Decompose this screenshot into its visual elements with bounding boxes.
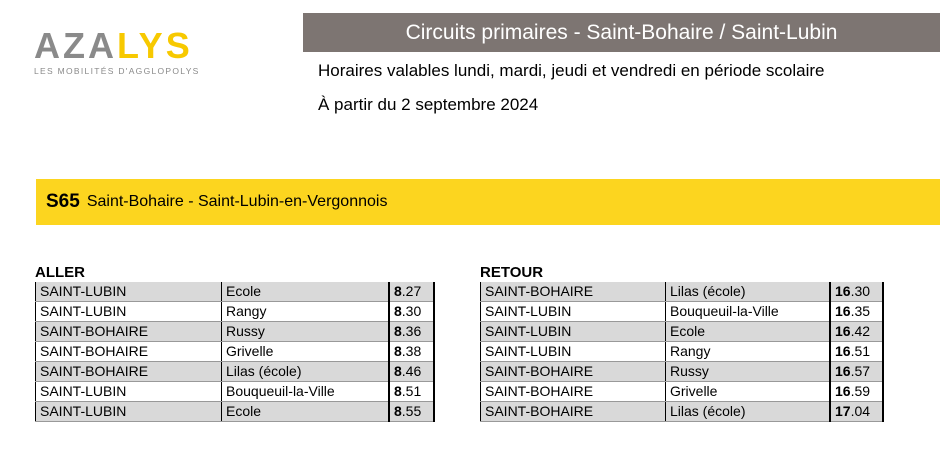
commune-cell: SAINT-LUBIN [36, 382, 222, 402]
table-row [36, 302, 435, 322]
commune-cell: SAINT-BOHAIRE [481, 362, 666, 382]
time-cell [830, 322, 883, 342]
retour-section [480, 264, 884, 422]
commune-cell: SAINT-BOHAIRE [481, 382, 666, 402]
start-date-text: À partir du 2 septembre 2024 [318, 95, 539, 114]
route-banner [36, 179, 940, 225]
commune-cell: SAINT-BOHAIRE [36, 342, 222, 362]
table-row [36, 362, 435, 382]
time-cell [830, 402, 883, 422]
commune-cell: SAINT-LUBIN [481, 322, 666, 342]
time-cell [830, 382, 883, 402]
time-minutes: .30 [850, 283, 871, 299]
stop-cell: Lilas (école) [666, 282, 831, 302]
time-minutes: .46 [401, 363, 422, 379]
table-row [36, 402, 435, 422]
commune-cell: SAINT-LUBIN [36, 302, 222, 322]
stop-cell: Ecole [222, 282, 390, 302]
time-minutes: .27 [401, 283, 422, 299]
logo-tagline: LES MOBILITÉS D'AGGLOPOLYS [34, 66, 200, 76]
commune-cell: SAINT-LUBIN [36, 402, 222, 422]
time-cell [830, 282, 883, 302]
time-minutes: .57 [850, 363, 871, 379]
commune-cell: SAINT-LUBIN [481, 302, 666, 322]
time-hour: 8 [394, 403, 402, 419]
time-minutes: .36 [401, 323, 422, 339]
logo-word-part2: LYS [117, 25, 193, 66]
commune-cell: SAINT-BOHAIRE [481, 402, 666, 422]
table-row [36, 342, 435, 362]
logo-word-part1: AZA [34, 25, 117, 66]
stop-cell: Grivelle [222, 342, 390, 362]
table-row [481, 282, 884, 302]
stop-cell: Ecole [666, 322, 831, 342]
time-hour: 16 [835, 363, 851, 379]
time-minutes: .38 [401, 343, 422, 359]
stop-cell: Lilas (école) [666, 402, 831, 422]
time-cell [830, 302, 883, 322]
time-minutes: .30 [401, 303, 422, 319]
time-minutes: .04 [850, 403, 871, 419]
stop-cell: Lilas (école) [222, 362, 390, 382]
time-hour: 8 [394, 283, 402, 299]
time-cell [389, 362, 434, 382]
azalys-logo [34, 25, 234, 76]
time-cell [389, 342, 434, 362]
stop-cell: Bouqueuil-la-Ville [222, 382, 390, 402]
stop-cell: Rangy [666, 342, 831, 362]
time-hour: 8 [394, 363, 402, 379]
commune-cell: SAINT-LUBIN [36, 282, 222, 302]
stop-cell: Grivelle [666, 382, 831, 402]
time-cell [389, 302, 434, 322]
time-hour: 16 [835, 383, 851, 399]
stop-cell: Bouqueuil-la-Ville [666, 302, 831, 322]
page-title: Circuits primaires - Saint-Bohaire / Saint-Lubin [303, 13, 940, 52]
time-hour: 8 [394, 383, 402, 399]
time-hour: 16 [835, 283, 851, 299]
table-row [481, 302, 884, 322]
time-cell [389, 402, 434, 422]
table-row [36, 382, 435, 402]
time-minutes: .51 [850, 343, 871, 359]
stop-cell: Russy [222, 322, 390, 342]
time-cell [389, 282, 434, 302]
validity-text: Horaires valables lundi, mardi, jeudi et vendredi en période scolaire [318, 61, 825, 80]
stop-cell: Rangy [222, 302, 390, 322]
logo-wordmark [34, 25, 234, 66]
time-minutes: .51 [401, 383, 422, 399]
route-name: Saint-Bohaire - Saint-Lubin-en-Vergonnois [86, 193, 388, 210]
commune-cell: SAINT-LUBIN [481, 342, 666, 362]
time-hour: 16 [835, 343, 851, 359]
retour-timetable [480, 282, 884, 422]
table-row [481, 402, 884, 422]
time-hour: 17 [835, 403, 851, 419]
time-hour: 16 [835, 323, 851, 339]
time-minutes: .55 [401, 403, 422, 419]
time-cell [389, 382, 434, 402]
time-cell [830, 342, 883, 362]
time-hour: 8 [394, 303, 402, 319]
commune-cell: SAINT-BOHAIRE [481, 282, 666, 302]
table-row [36, 282, 435, 302]
table-row [481, 322, 884, 342]
time-minutes: .42 [850, 323, 871, 339]
aller-timetable [35, 282, 435, 422]
commune-cell: SAINT-BOHAIRE [36, 322, 222, 342]
stop-cell: Ecole [222, 402, 390, 422]
table-row [36, 322, 435, 342]
aller-heading: ALLER [35, 264, 85, 281]
aller-section [35, 264, 435, 422]
time-minutes: .35 [850, 303, 871, 319]
time-minutes: .59 [850, 383, 871, 399]
retour-heading: RETOUR [480, 264, 544, 281]
time-cell [830, 362, 883, 382]
table-row [481, 342, 884, 362]
commune-cell: SAINT-BOHAIRE [36, 362, 222, 382]
table-row [481, 362, 884, 382]
time-cell [389, 322, 434, 342]
route-code: S65 [46, 191, 80, 212]
stop-cell: Russy [666, 362, 831, 382]
time-hour: 8 [394, 323, 402, 339]
table-row [481, 382, 884, 402]
time-hour: 16 [835, 303, 851, 319]
time-hour: 8 [394, 343, 402, 359]
